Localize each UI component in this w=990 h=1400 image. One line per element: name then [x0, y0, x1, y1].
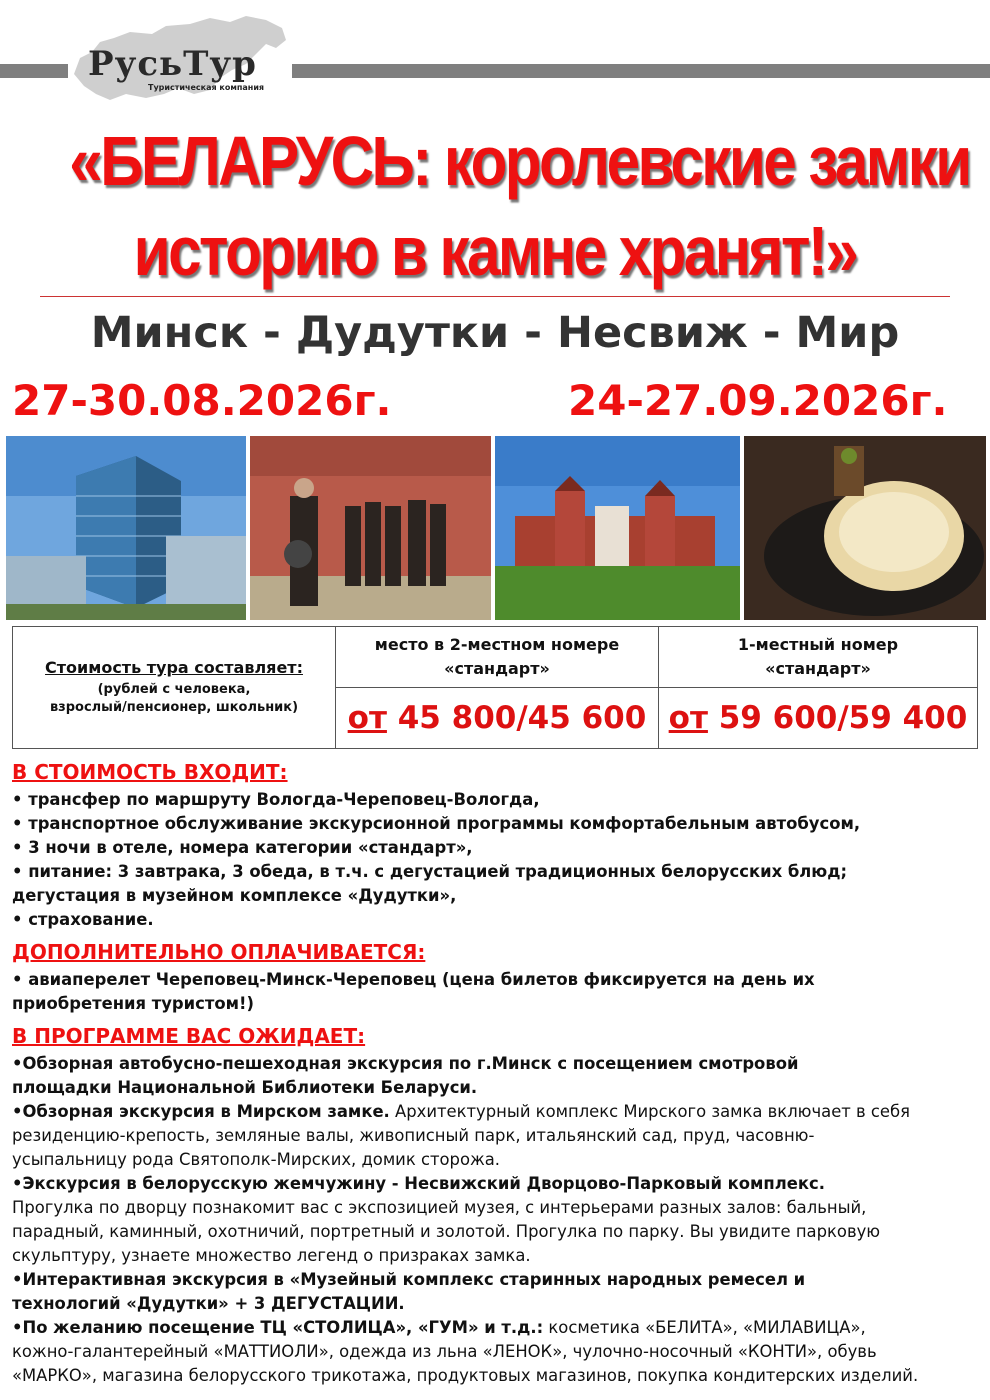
- list-item: площадки Национальной Библиотеки Беларуси.: [12, 1078, 478, 1097]
- list-item: парадный, каминный, охотничий, портретный и золотой. Прогулка по парку. Вы увидите парковую: [12, 1222, 881, 1241]
- list-item: резиденцию-крепость, земляные валы, живописный парк, итальянский сад, пруд, часовню-: [12, 1126, 815, 1145]
- price-prefix: от: [668, 700, 708, 736]
- single-room-price-value: 59 600/59 400: [718, 700, 968, 736]
- bullet-icon: •: [12, 1318, 23, 1337]
- bullet-icon: •: [12, 790, 23, 809]
- double-room-header-line2: «стандарт»: [444, 659, 550, 678]
- title-divider: [40, 296, 950, 297]
- price-label-note-line2: взрослый/пенсионер, школьник): [49, 700, 299, 715]
- tour-date-september: 24-27.09.2026г.: [568, 376, 948, 425]
- page-title-line1: «БЕЛАРУСЬ: королевские замки: [69, 122, 970, 200]
- knights-reenactment-photo: [250, 436, 491, 620]
- list-item: дегустация в музейном комплексе «Дудутки»,: [12, 886, 457, 905]
- list-item: питание: 3 завтрака, 3 обеда, в т.ч. с дегустацией традиционных белорусских блюд;: [28, 862, 848, 881]
- bullet-icon: •: [12, 838, 23, 857]
- double-room-price: [336, 688, 659, 749]
- list-item: Экскурсия в белорусскую жемчужину - Несвижский Дворцово-Парковый комплекс.: [22, 1174, 825, 1193]
- bullet-icon: •: [12, 970, 23, 989]
- bullet-icon: •: [12, 1270, 23, 1289]
- extra-list: [12, 968, 982, 1016]
- baked-dish-photo: [744, 436, 986, 620]
- list-item: скульптуру, узнаете множество легенд о призраках замка.: [12, 1246, 531, 1265]
- list-item: Интерактивная экскурсия в «Музейный комплекс старинных народных ремесел и: [22, 1270, 806, 1289]
- price-label-title: Стоимость тура составляет:: [45, 658, 303, 677]
- national-library-photo: [6, 436, 246, 620]
- list-item: По желанию посещение ТЦ «СТОЛИЦА», «ГУМ» и т.д.:: [22, 1318, 544, 1337]
- mir-castle-photo: [495, 436, 740, 620]
- extra-heading: ДОПОЛНИТЕЛЬНО ОПЛАЧИВАЕТСЯ:: [12, 940, 426, 964]
- route: Минск - Дудутки - Несвиж - Мир: [90, 308, 900, 358]
- bullet-icon: •: [12, 1174, 23, 1193]
- double-room-header-line1: место в 2-местном номере: [374, 635, 620, 654]
- program-heading: В ПРОГРАММЕ ВАС ОЖИДАЕТ:: [12, 1024, 366, 1048]
- price-label-cell: [13, 627, 336, 749]
- header-bar-right: [292, 64, 990, 78]
- list-item: технологий «Дудутки» + 3 ДЕГУСТАЦИИ.: [12, 1294, 405, 1313]
- list-item: авиаперелет Череповец-Минск-Череповец (цена билетов фиксируется на день их: [28, 970, 815, 989]
- list-item: кожно-галантерейный «МАТТИОЛИ», одежда из льна «ЛЕНОК», чулочно-носочный «КОНТИ», обувь: [12, 1342, 877, 1361]
- single-room-header-line2: «стандарт»: [765, 659, 871, 678]
- list-item: транспортное обслуживание экскурсионной программы комфортабельным автобусом,: [28, 814, 861, 833]
- list-item: Обзорная автобусно-пешеходная экскурсия по г.Минск с посещением смотровой: [22, 1054, 799, 1073]
- double-room-price-value: 45 800/45 600: [397, 700, 647, 736]
- bullet-icon: •: [12, 814, 23, 833]
- included-heading: В СТОИМОСТЬ ВХОДИТ:: [12, 760, 288, 784]
- list-item: «МАРКО», магазина белорусского трикотажа, продуктовых магазинов, покупка кондитерских изделий.: [12, 1366, 919, 1385]
- list-item: косметика «БЕЛИТА», «МИЛАВИЦА»,: [543, 1318, 866, 1337]
- list-item: усыпальницу рода Святополк-Мирских, домик сторожа.: [12, 1150, 500, 1169]
- single-room-header-line1: 1-местный номер: [737, 635, 899, 654]
- page-title-line2: историю в камне хранят!»: [133, 212, 857, 290]
- included-list: [12, 788, 982, 932]
- list-item: Архитектурный комплекс Мирского замка включает в себя: [389, 1102, 910, 1121]
- company-logo: [70, 14, 292, 102]
- bullet-icon: •: [12, 1054, 23, 1073]
- single-room-price: [659, 688, 978, 749]
- double-room-header: [336, 627, 659, 688]
- list-item: страхование.: [28, 910, 154, 929]
- price-label-note-line1: (рублей с человека,: [97, 682, 251, 697]
- header-bar-left: [0, 64, 68, 78]
- logo-name: РусьТур: [88, 44, 257, 84]
- price-label-note: [13, 681, 335, 717]
- list-item: Прогулка по дворцу познакомит вас с экспозицией музея, с интерьерами разных залов: бальный,: [12, 1198, 867, 1217]
- logo-subtitle: Туристическая компания: [148, 83, 265, 92]
- tour-date-august: 27-30.08.2026г.: [12, 376, 392, 425]
- bullet-icon: •: [12, 910, 23, 929]
- list-item: 3 ночи в отеле, номера категории «стандарт»,: [28, 838, 473, 857]
- bullet-icon: •: [12, 862, 23, 881]
- price-prefix: от: [347, 700, 387, 736]
- list-item: Обзорная экскурсия в Мирском замке.: [22, 1102, 390, 1121]
- single-room-header: [659, 627, 978, 688]
- program-list: [12, 1052, 982, 1388]
- list-item: трансфер по маршруту Вологда-Череповец-Вологда,: [28, 790, 540, 809]
- list-item: приобретения туристом!): [12, 994, 254, 1013]
- bullet-icon: •: [12, 1102, 23, 1121]
- price-table: [12, 626, 978, 749]
